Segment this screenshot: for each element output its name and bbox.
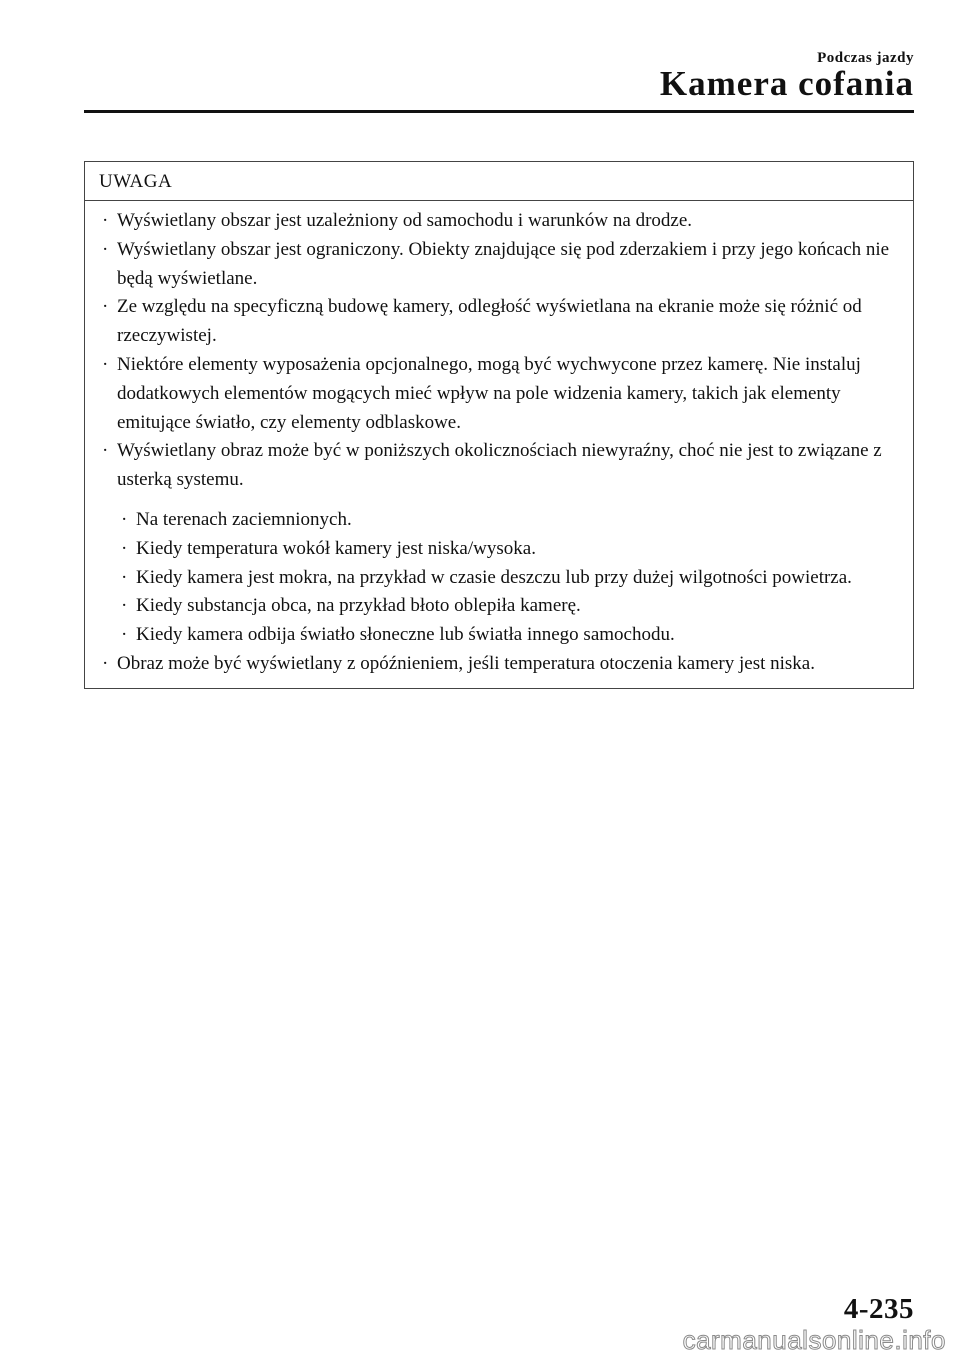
list-item-text: Ze względu na specyficzną budowę kamery, odległość wyświetlana na ekranie może się różnić od rzeczywistej.	[117, 296, 862, 347]
list-item	[99, 650, 899, 679]
sub-list-item	[118, 621, 899, 650]
bullet-icon: ·	[121, 566, 128, 588]
bullet-icon: ·	[102, 652, 109, 674]
notice-label: UWAGA	[85, 162, 913, 201]
sub-list-item	[118, 535, 899, 564]
bullet-icon: ·	[102, 238, 109, 260]
sub-list-item	[118, 592, 899, 621]
sub-list-item-text: Na terenach zaciemnionych.	[136, 508, 352, 530]
sub-list-item-text: Kiedy kamera jest mokra, na przykład w czasie deszczu lub przy dużej wilgotności powietrza.	[136, 566, 852, 588]
watermark: carmanualsonline.info	[682, 1325, 946, 1355]
bullet-icon: ·	[121, 537, 128, 559]
notice-box	[84, 161, 914, 689]
bullet-icon: ·	[121, 595, 128, 617]
bullet-icon: ·	[102, 440, 109, 462]
sub-list	[118, 506, 899, 650]
list-item	[99, 351, 899, 437]
bullet-icon: ·	[102, 353, 109, 375]
list-item-text: Niektóre elementy wyposażenia opcjonalnego, mogą być wychwycone przez kamerę. Nie instaluj dodatkowych elementów mogących mieć wpływ na pole widzenia kamery, takich jak elementy emitujące światło, czy elementy odblaskowe.	[117, 353, 861, 433]
list-item-text: Wyświetlany obraz może być w poniższych okolicznościach niewyraźny, choć nie jest to związane z usterką systemu.	[117, 440, 882, 491]
bullet-icon: ·	[102, 210, 109, 231]
sub-list-item-text: Kiedy kamera odbija światło słoneczne lub światła innego samochodu.	[136, 624, 675, 646]
bullet-icon: ·	[121, 624, 128, 646]
list-item-text: Obraz może być wyświetlany z opóźnieniem, jeśli temperatura otoczenia kamery jest niska.	[117, 652, 815, 674]
sub-list-item	[118, 506, 899, 535]
header-divider	[84, 110, 914, 113]
bullet-icon: ·	[121, 508, 128, 530]
list-item-text: Wyświetlany obszar jest ograniczony. Obiekty znajdujące się pod zderzakiem i przy jego końcach nie będą wyświetlane.	[117, 238, 890, 289]
list-item	[99, 207, 899, 236]
list-item	[99, 293, 899, 351]
list-item	[99, 236, 899, 294]
sub-list-item-text: Kiedy temperatura wokół kamery jest niska/wysoka.	[136, 537, 536, 559]
bullet-icon: ·	[102, 296, 109, 318]
notice-body	[85, 201, 913, 688]
list-item-text: Wyświetlany obszar jest uzależniony od samochodu i warunków na drodze.	[117, 210, 693, 231]
sub-list-item-text: Kiedy substancja obca, na przykład błoto oblepiła kamerę.	[136, 595, 581, 617]
sub-list-item	[118, 564, 899, 593]
list-item	[99, 437, 899, 495]
section-name: Podczas jazdy	[817, 50, 914, 66]
page-title: Kamera cofania	[659, 64, 914, 103]
page-number: 4-235	[843, 1293, 914, 1325]
